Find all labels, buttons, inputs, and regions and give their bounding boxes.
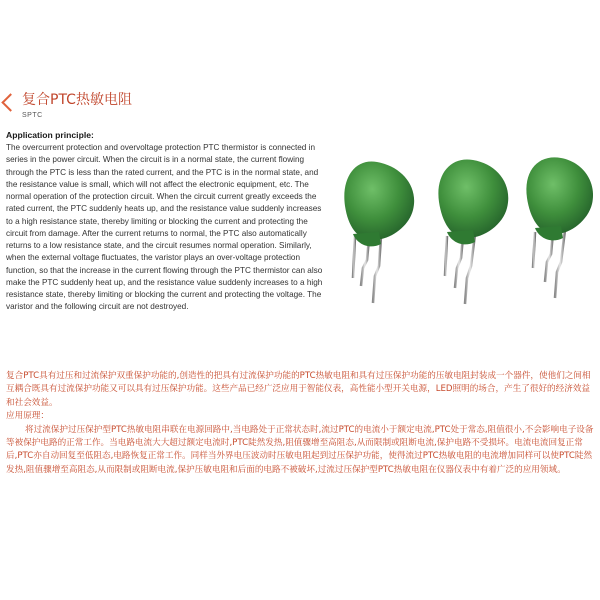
chevron-icon — [1, 93, 19, 111]
lead — [445, 236, 447, 276]
chinese-principle-label: 应用原理： — [6, 411, 49, 422]
section-header — [0, 86, 600, 126]
english-body: The overcurrent protection and overvoltage protection PTC thermistor is connected in series in the power circuit. When the circuit is in a normal state, the current flowing through the PTC is less than the rated current, and the PTC is in the normal state, and the resistance value is small, which will not affect the electronic equipment, etc. The normal operation of the protection circuit. When the circuit current greatly exceeds the rated current, the PTC suddenly heats up, and the resistance value suddenly increases to a high resistance state, thereby limiting or blocking the current and protecting the circuit from damage. After the current returns to normal, the PTC also automatically returns to a low resistance state, and the circuit resumes normal operation. Similarly, when the external voltage fluctuates, the varistor plays an over-voltage protection function, so that the increase in the current flowing through the PTC thermistor can also make the PTC suddenly heat up, and the resistance value suddenly increases to a high resistance state, thereby limiting or blocking the current and protecting the voltage. The varistor and the following circuit are not destroyed. — [6, 143, 323, 312]
lead — [555, 230, 565, 298]
thermistor-base — [447, 230, 475, 244]
thermistor-1 — [344, 161, 414, 303]
product-photo — [333, 128, 598, 318]
chinese-section — [6, 370, 594, 477]
lead — [353, 236, 355, 278]
page-subtitle: SPTC — [22, 112, 43, 119]
thermistor-body — [526, 157, 593, 234]
thermistor-body — [438, 159, 508, 238]
thermistor-3 — [526, 157, 593, 298]
thermistor-base — [353, 232, 381, 246]
thermistor-2 — [438, 159, 508, 304]
chinese-principle: 将过流保护过压保护型PTC热敏电阻串联在电源回路中,当电路处于正常状态时,流过PTC的电流小于额定电流,PTC处于常态,阻值很小,不会影响电子设备等被保护电路的正常工作。当电路电流大大超过额定电流时,PTC陡然发热,阻值骤增至高阻态,从而限制或阻断电流,保护电路不受损坏。电流电流回复正常后,PTC亦自动回复至低阻态,电路恢复正常工作。同样当外界电压波动时压敏电阻起到过压保护功能，使得流过PTC热敏电阻的电流增加同样可以使PTC陡然发热,阻值骤增至高阻态,从而限制或阻断电流,保护压敏电阻和后面的电路不被破坏,过流过压保护型PTC热敏电阻在仪器仪表中有着广泛的应用领域。 — [6, 424, 594, 475]
thermistor-base — [535, 226, 563, 240]
lead — [533, 232, 535, 268]
chinese-intro: 复合PTC具有过压和过流保护双重保护功能的,创造性的把具有过流保护功能的PTC热敏电阻和具有过压保护功能的压敏电阻封装成一个器件，使他们之间相互耦合既具有过流保护功能又可以具有过压保护功能。这些产品已经广泛应用于智能仪表，高性能小型开关电源，LED照明的场合，产生了很好的经济效益和社会效益。 — [6, 371, 591, 408]
english-heading: Application principle: — [6, 130, 94, 140]
lead — [465, 234, 475, 304]
page-title: 复合PTC热敏电阻 — [22, 92, 132, 108]
thermistor-body — [344, 161, 414, 240]
